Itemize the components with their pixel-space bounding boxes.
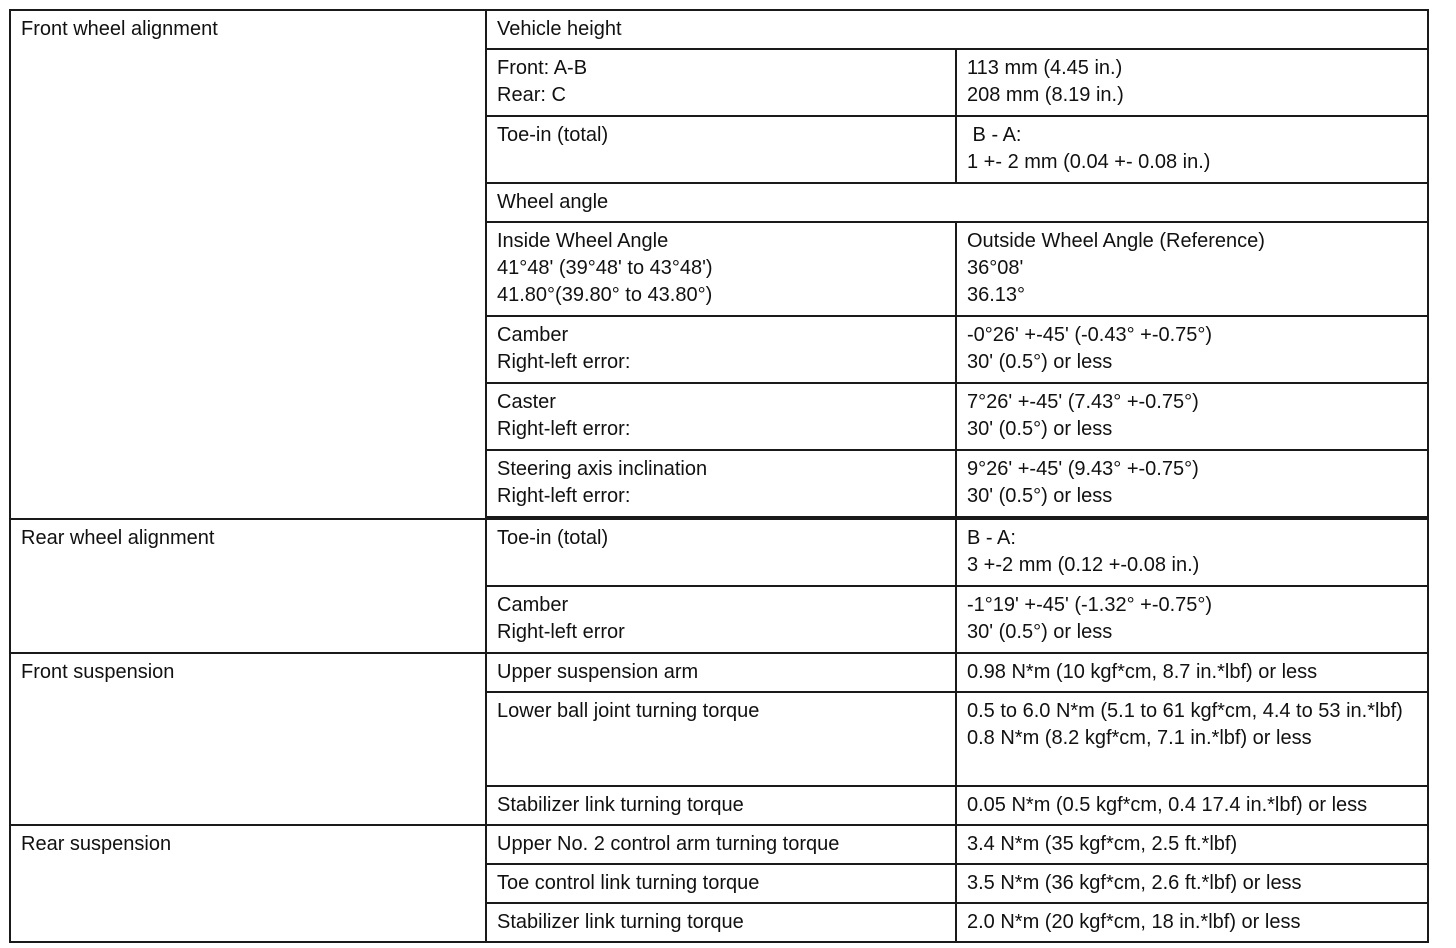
cell-value [956, 450, 1428, 517]
table-row [10, 519, 1428, 586]
value-camber-2: 30' (0.5°) or less [967, 351, 1113, 373]
label-sai: Steering axis inclination [497, 458, 708, 480]
cell-label [486, 586, 956, 653]
cell-value [956, 692, 1428, 786]
value-caster-1: 7°26' +-45' (7.43° +-0.75°) [967, 391, 1199, 413]
value-lower-ball-joint-1: 0.5 to 6.0 N*m (5.1 to 61 kgf*cm, 4.4 to 53 in.*lbf) [967, 700, 1403, 722]
cell-label [486, 903, 956, 942]
table-row [10, 10, 1428, 49]
label-caster: Caster [497, 391, 556, 413]
value-rear-toe-in-1: B - A: [967, 527, 1016, 549]
cell-value [956, 825, 1428, 864]
section-label-text: Rear wheel alignment [21, 527, 215, 549]
cell-label [486, 786, 956, 825]
value-toe-in-1: B - A: [967, 124, 1022, 146]
value-lower-ball-joint-2: 0.8 N*m (8.2 kgf*cm, 7.1 in.*lbf) or less [967, 727, 1312, 749]
value-rear-camber-1: -1°19' +-45' (-1.32° +-0.75°) [967, 594, 1213, 616]
label-front-stabilizer-link: Stabilizer link turning torque [497, 794, 744, 816]
label-lower-ball-joint: Lower ball joint turning torque [497, 700, 760, 722]
cell-value [956, 316, 1428, 383]
value-rear-camber-2: 30' (0.5°) or less [967, 621, 1113, 643]
value-camber-1: -0°26' +-45' (-0.43° +-0.75°) [967, 324, 1213, 346]
subheader-vehicle-height [486, 10, 1428, 49]
label-toe-in: Toe-in (total) [497, 124, 609, 146]
label-rear-toe-in: Toe-in (total) [497, 527, 609, 549]
cell-value [956, 864, 1428, 903]
label-caster-rl: Right-left error: [497, 418, 631, 440]
label-camber: Camber [497, 324, 569, 346]
label-rear-camber: Camber [497, 594, 569, 616]
label-rear-camber-rl: Right-left error [497, 621, 625, 643]
value-toe-in-2: 1 +- 2 mm (0.04 +- 0.08 in.) [967, 151, 1211, 173]
value-upper-no2-control-arm: 3.4 N*m (35 kgf*cm, 2.5 ft.*lbf) [967, 833, 1238, 855]
cell-label [486, 519, 956, 586]
label-camber-rl: Right-left error: [497, 351, 631, 373]
table-row [10, 825, 1428, 864]
label-upper-suspension-arm: Upper suspension arm [497, 661, 699, 683]
cell-label [486, 653, 956, 692]
subheader-text: Wheel angle [497, 191, 609, 213]
section-label-front-wheel-alignment [10, 10, 486, 519]
section-label-text: Front wheel alignment [21, 18, 218, 40]
specification-table [9, 9, 1429, 943]
section-label-rear-suspension [10, 825, 486, 942]
label-upper-no2-control-arm: Upper No. 2 control arm turning torque [497, 833, 840, 855]
cell-value [956, 903, 1428, 942]
label-rear-stabilizer-link: Stabilizer link turning torque [497, 911, 744, 933]
cell-value [956, 116, 1428, 183]
value-outside-2: 36.13° [967, 284, 1026, 306]
cell-label [486, 222, 956, 316]
value-rear-c: 208 mm (8.19 in.) [967, 84, 1124, 106]
value-front-ab: 113 mm (4.45 in.) [967, 57, 1123, 79]
section-label-text: Front suspension [21, 661, 175, 683]
label-sai-rl: Right-left error: [497, 485, 631, 507]
cell-value [956, 222, 1428, 316]
value-toe-control-link: 3.5 N*m (36 kgf*cm, 2.6 ft.*lbf) or less [967, 872, 1302, 894]
value-inside-1: 41°48' (39°48' to 43°48') [497, 257, 713, 279]
cell-label [486, 316, 956, 383]
cell-label [486, 116, 956, 183]
label-outside-wheel-angle: Outside Wheel Angle (Reference) [967, 230, 1265, 252]
value-sai-1: 9°26' +-45' (9.43° +-0.75°) [967, 458, 1199, 480]
cell-label [486, 825, 956, 864]
cell-label [486, 692, 956, 786]
label-toe-control-link: Toe control link turning torque [497, 872, 760, 894]
value-outside-1: 36°08' [967, 257, 1024, 279]
table-row [10, 653, 1428, 692]
cell-value [956, 653, 1428, 692]
label-inside-wheel-angle: Inside Wheel Angle [497, 230, 669, 252]
value-upper-suspension-arm: 0.98 N*m (10 kgf*cm, 8.7 in.*lbf) or less [967, 661, 1318, 683]
label-front-ab: Front: A-B [497, 57, 588, 79]
cell-value [956, 49, 1428, 116]
section-label-text: Rear suspension [21, 833, 172, 855]
value-rear-toe-in-2: 3 +-2 mm (0.12 +-0.08 in.) [967, 554, 1200, 576]
cell-label [486, 49, 956, 116]
value-caster-2: 30' (0.5°) or less [967, 418, 1113, 440]
subheader-wheel-angle [486, 183, 1428, 222]
cell-label [486, 864, 956, 903]
cell-value [956, 383, 1428, 450]
label-rear-c: Rear: C [497, 84, 566, 106]
section-label-front-suspension [10, 653, 486, 825]
value-sai-2: 30' (0.5°) or less [967, 485, 1113, 507]
cell-value [956, 786, 1428, 825]
value-inside-2: 41.80°(39.80° to 43.80°) [497, 284, 713, 306]
cell-label [486, 450, 956, 517]
section-label-rear-wheel-alignment [10, 519, 486, 653]
value-front-stabilizer-link: 0.05 N*m (0.5 kgf*cm, 0.4 17.4 in.*lbf) or less [967, 794, 1368, 816]
subheader-text: Vehicle height [497, 18, 622, 40]
cell-value [956, 586, 1428, 653]
cell-value [956, 519, 1428, 586]
cell-label [486, 383, 956, 450]
value-rear-stabilizer-link: 2.0 N*m (20 kgf*cm, 18 in.*lbf) or less [967, 911, 1301, 933]
